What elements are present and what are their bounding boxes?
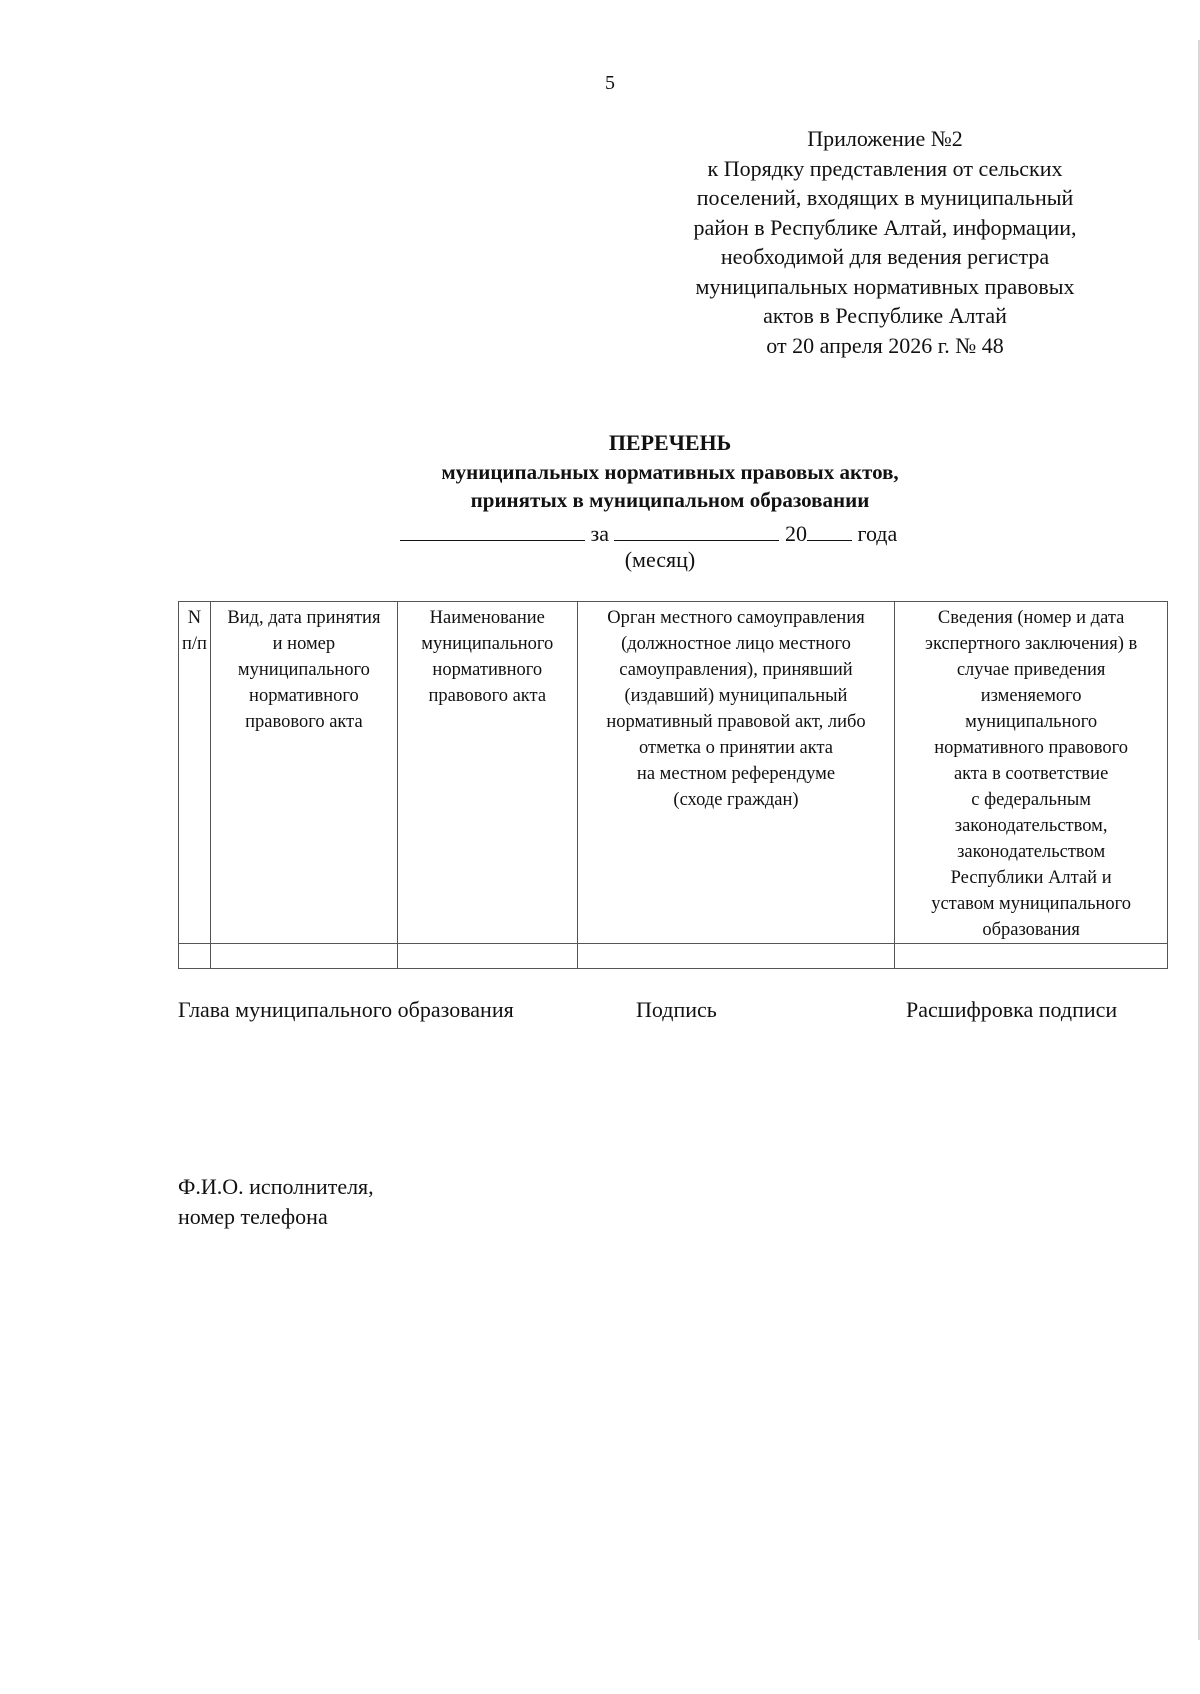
- header-line: нормативного: [249, 686, 359, 706]
- header-line: и номер: [272, 634, 336, 654]
- header-line: (сходе граждан): [673, 790, 799, 810]
- header-line: законодательством: [957, 842, 1106, 862]
- header-line: нормативный правовой акт, либо: [606, 712, 866, 732]
- column-header-act-name: [397, 602, 577, 944]
- header-line: случае приведения: [956, 660, 1106, 680]
- period-for-word: за: [590, 521, 609, 546]
- executor-phone-label: номер телефона: [178, 1204, 328, 1229]
- header-line: на местном референдуме: [636, 764, 836, 784]
- month-blank-field: [614, 520, 779, 541]
- header-line: п/п: [182, 634, 207, 654]
- document-subtitle-line: муниципальных нормативных правовых актов,: [441, 460, 899, 484]
- table-cell: [179, 944, 211, 969]
- appendix-line: район в Республике Алтай, информации,: [693, 214, 1077, 240]
- year-blank-field: [807, 520, 852, 541]
- header-line: отметка о принятии акта: [639, 738, 833, 758]
- document-subtitle-line: принятых в муниципальном образовании: [470, 488, 870, 512]
- page-number: 5: [605, 72, 615, 94]
- header-line: самоуправления), принявший: [619, 660, 853, 680]
- document-title: ПЕРЕЧЕНЬ: [608, 430, 732, 455]
- appendix-line: поселений, входящих в муниципальный: [696, 185, 1074, 210]
- blank-field: [400, 520, 585, 541]
- appendix-line: от 20 апреля 2026 г. № 48: [766, 332, 1004, 358]
- table-cell: [577, 944, 895, 969]
- header-line: (должностное лицо местного: [621, 634, 851, 654]
- header-line: муниципального: [237, 660, 370, 680]
- year-prefix: 20: [784, 521, 807, 546]
- header-line: нормативного: [432, 660, 543, 680]
- appendix-line: Приложение №2: [807, 126, 963, 151]
- header-line: правового акта: [428, 686, 547, 706]
- header-line: Сведения (номер и дата: [937, 608, 1125, 628]
- header-line: нормативного правового: [934, 738, 1129, 758]
- register-table: [178, 601, 1168, 969]
- document-heading: [340, 428, 1000, 514]
- column-header-act-type: [210, 602, 397, 944]
- table-cell: [895, 944, 1168, 969]
- appendix-line: необходимой для ведения регистра: [720, 244, 1050, 269]
- header-line: N: [187, 608, 202, 628]
- signature-label: Подпись: [636, 997, 717, 1022]
- signature-decoding-label: Расшифровка подписи: [906, 997, 1118, 1022]
- appendix-line: муниципальных нормативных правовых: [695, 273, 1075, 299]
- executor-name-label: Ф.И.О. исполнителя,: [178, 1174, 374, 1199]
- header-line: правового акта: [245, 712, 363, 732]
- table-row: [179, 944, 1168, 969]
- table-header-row: [179, 602, 1168, 944]
- table-cell: [210, 944, 397, 969]
- column-header-number: [179, 602, 211, 944]
- header-line: Наименование: [429, 608, 545, 628]
- header-line: экспертного заключения) в: [925, 634, 1138, 654]
- appendix-block: [640, 124, 1130, 360]
- column-header-authority: [577, 602, 895, 944]
- header-line: акта в соответствие: [953, 764, 1109, 784]
- header-line: образования: [982, 920, 1080, 940]
- header-line: Республики Алтай и: [950, 868, 1112, 888]
- column-header-expert-info: [895, 602, 1168, 944]
- appendix-line: актов в Республике Алтай: [763, 303, 1007, 328]
- head-label: Глава муниципального образования: [178, 997, 514, 1022]
- header-line: изменяемого: [980, 686, 1082, 706]
- table-cell: [397, 944, 577, 969]
- year-word: года: [857, 521, 898, 546]
- header-line: (издавший) муниципальный: [624, 686, 848, 706]
- header-line: Орган местного самоуправления: [607, 608, 865, 628]
- header-line: законодательством,: [954, 816, 1108, 836]
- period-line: [400, 520, 930, 548]
- appendix-line: к Порядку представления от сельских: [707, 155, 1063, 181]
- header-line: муниципального: [965, 712, 1098, 732]
- header-line: уставом муниципального: [931, 894, 1132, 914]
- header-line: муниципального: [421, 634, 554, 654]
- executor-block: [178, 1172, 374, 1232]
- header-line: с федеральным: [971, 790, 1091, 810]
- header-line: Вид, дата принятия: [227, 608, 381, 628]
- month-note: (месяц): [624, 547, 696, 572]
